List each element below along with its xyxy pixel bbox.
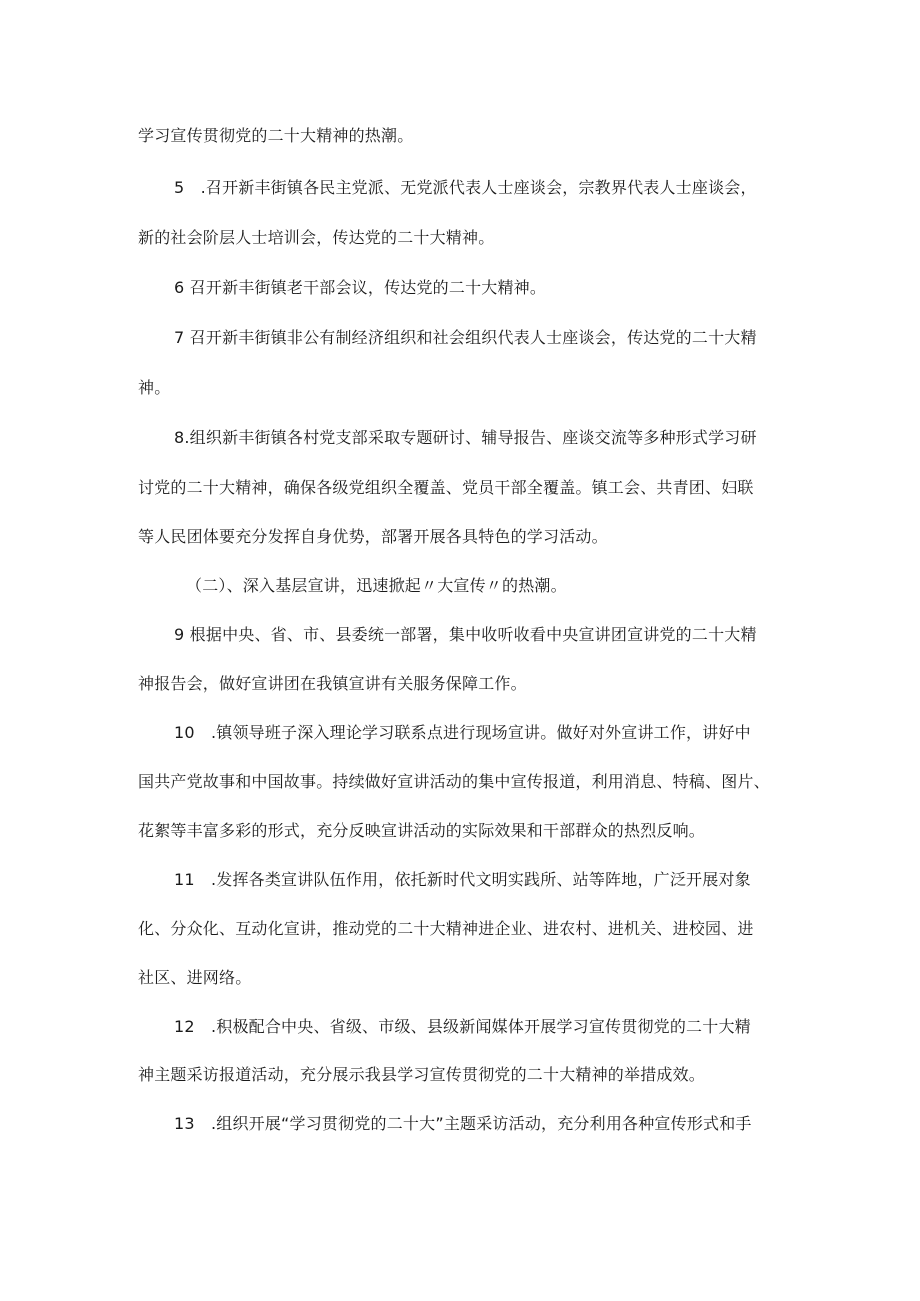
text-line: 社区、进网络。 [138,968,252,987]
text-line: 神。 [138,378,171,397]
text-line: 化、分众化、互动化宣讲，推动党的二十大精神进企业、进农村、进机关、进校园、进 [138,919,754,938]
text-line: 等人民团体要充分发挥自身优势，部署开展各具特色的学习活动。 [138,527,608,546]
text-line: 7 召开新丰街镇非公有制经济组织和社会组织代表人士座谈会，传达党的二十大精 [174,328,757,347]
text-line: 13 .组织开展“学习贯彻党的二十大”主题采访活动，充分利用各种宣传形式和手 [174,1114,752,1133]
text-line: 5 .召开新丰街镇各民主党派、无党派代表人士座谈会，宗教界代表人士座谈会， [174,178,757,197]
text-line: 10 .镇领导班子深入理论学习联系点进行现场宣讲。做好对外宣讲工作，讲好中 [174,723,751,742]
text-line: 花絮等丰富多彩的形式，充分反映宣讲活动的实际效果和干部群众的热烈反响。 [138,821,706,840]
text-line: 神主题采访报道活动，充分展示我县学习宣传贯彻党的二十大精神的举措成效。 [138,1065,706,1084]
section-heading: （二）、深入基层宣讲，迅速掀起〃大宣传〃的热潮。 [186,576,567,595]
text-line: 8.组织新丰街镇各村党支部采取专题研讨、辅导报告、座谈交流等多种形式学习研 [174,428,757,447]
text-line: 神报告会，做好宣讲团在我镇宣讲有关服务保障工作。 [138,674,527,693]
text-line: 6 召开新丰街镇老干部会议，传达党的二十大精神。 [174,278,547,297]
text-line: 9 根据中央、省、市、县委统一部署，集中收听收看中央宣讲团宣讲党的二十大精 [174,625,757,644]
text-line: 国共产党故事和中国故事。持续做好宣讲活动的集中宣传报道，利用消息、特稿、图片、 [138,772,770,791]
text-line: 讨党的二十大精神，确保各级党组织全覆盖、党员干部全覆盖。镇工会、共青团、妇联 [138,478,754,497]
text-line: 学习宣传贯彻党的二十大精神的热潮。 [138,126,414,145]
text-line: 新的社会阶层人士培训会，传达党的二十大精神。 [138,228,495,247]
text-line: 11 .发挥各类宣讲队伍作用，依托新时代文明实践所、站等阵地，广泛开展对象 [174,870,751,889]
text-line: 12 .积极配合中央、省级、市级、县级新闻媒体开展学习宣传贯彻党的二十大精 [174,1017,751,1036]
